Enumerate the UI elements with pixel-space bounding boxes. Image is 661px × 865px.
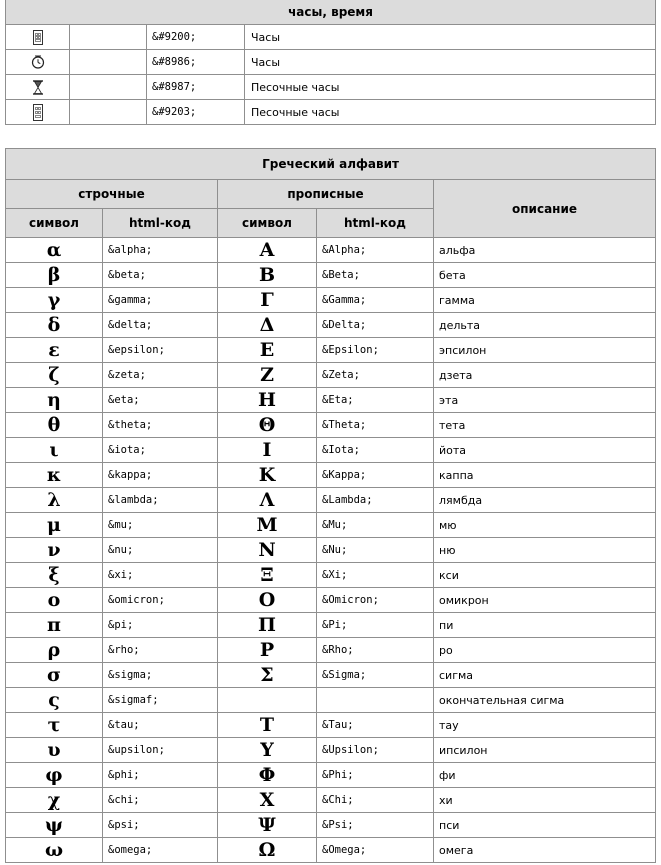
description-cell: альфа [434, 238, 656, 263]
greek-table-title: Греческий алфавит [6, 149, 656, 180]
html-code-cell: &#9200; [147, 25, 245, 50]
uppercase-html-code-cell: &Chi; [317, 788, 434, 813]
lowercase-html-code-cell: &sigma; [103, 663, 218, 688]
table-row [6, 838, 656, 863]
table-row [6, 788, 656, 813]
lowercase-symbol-cell: υ [6, 738, 103, 763]
table-row [6, 763, 656, 788]
uppercase-html-code-cell: &Rho; [317, 638, 434, 663]
uppercase-html-code-cell: &Alpha; [317, 238, 434, 263]
lowercase-symbol-cell: ς [6, 688, 103, 713]
lowercase-group-header: строчные [6, 180, 218, 209]
uppercase-html-code-cell: &Sigma; [317, 663, 434, 688]
lowercase-symbol-cell: π [6, 613, 103, 638]
description-cell: окончательная сигма [434, 688, 656, 713]
description-cell: Часы [245, 50, 656, 75]
table-row [6, 413, 656, 438]
uppercase-symbol-cell: Α [218, 238, 317, 263]
lowercase-symbol-cell: χ [6, 788, 103, 813]
uppercase-html-code-cell: &Pi; [317, 613, 434, 638]
table-row [6, 50, 656, 75]
lowercase-html-code-cell: &alpha; [103, 238, 218, 263]
lowercase-html-code-cell: &epsilon; [103, 338, 218, 363]
symbol-cell [6, 100, 70, 125]
hourglass-icon [32, 80, 44, 95]
lowercase-symbol-cell: λ [6, 488, 103, 513]
lowercase-html-code-cell: &omicron; [103, 588, 218, 613]
uppercase-symbol-cell: Γ [218, 288, 317, 313]
lowercase-symbol-cell: τ [6, 713, 103, 738]
description-cell: омикрон [434, 588, 656, 613]
table-row [6, 613, 656, 638]
uppercase-html-code-cell: &Omicron; [317, 588, 434, 613]
uppercase-html-code-cell: &Iota; [317, 438, 434, 463]
description-cell: ню [434, 538, 656, 563]
lowercase-symbol-cell: θ [6, 413, 103, 438]
description-cell: эпсилон [434, 338, 656, 363]
lowercase-html-code-cell: &gamma; [103, 288, 218, 313]
greek-table-body [6, 238, 656, 863]
lowercase-html-code-cell: &lambda; [103, 488, 218, 513]
table-row [6, 338, 656, 363]
alarm-clock-icon [31, 55, 45, 69]
description-cell: тета [434, 413, 656, 438]
description-cell: ро [434, 638, 656, 663]
lowercase-symbol-cell: ξ [6, 563, 103, 588]
empty-cell [70, 50, 147, 75]
description-cell: дзета [434, 363, 656, 388]
uppercase-symbol-cell: Σ [218, 663, 317, 688]
uppercase-symbol-cell: Υ [218, 738, 317, 763]
lowercase-symbol-cell: ν [6, 538, 103, 563]
uppercase-html-code-cell: &Psi; [317, 813, 434, 838]
uppercase-html-code-cell: &Phi; [317, 763, 434, 788]
lowercase-symbol-cell: ο [6, 588, 103, 613]
uppercase-symbol-cell: Ο [218, 588, 317, 613]
lowercase-html-code-cell: &theta; [103, 413, 218, 438]
table-row [6, 75, 656, 100]
table-row [6, 363, 656, 388]
description-cell: лямбда [434, 488, 656, 513]
table-row [6, 588, 656, 613]
uppercase-html-code-cell: &Gamma; [317, 288, 434, 313]
table-row [6, 288, 656, 313]
table-row [6, 313, 656, 338]
table-row [6, 813, 656, 838]
uppercase-symbol-cell: Φ [218, 763, 317, 788]
table-row [6, 563, 656, 588]
uppercase-symbol-cell: Ζ [218, 363, 317, 388]
description-cell: дельта [434, 313, 656, 338]
uppercase-html-code-cell: &Delta; [317, 313, 434, 338]
symbol-cell [6, 50, 70, 75]
uppercase-symbol-cell: Ε [218, 338, 317, 363]
upper-html-code-header: html-код [317, 209, 434, 238]
lowercase-symbol-cell: β [6, 263, 103, 288]
uppercase-symbol-cell: Ξ [218, 563, 317, 588]
lowercase-html-code-cell: &tau; [103, 713, 218, 738]
lowercase-symbol-cell: ρ [6, 638, 103, 663]
symbol-cell [6, 75, 70, 100]
description-cell: сигма [434, 663, 656, 688]
uppercase-html-code-cell: &Upsilon; [317, 738, 434, 763]
lowercase-symbol-cell: ι [6, 438, 103, 463]
lowercase-html-code-cell: &eta; [103, 388, 218, 413]
uppercase-html-code-cell: &Omega; [317, 838, 434, 863]
uppercase-symbol-cell: Ι [218, 438, 317, 463]
lowercase-html-code-cell: &nu; [103, 538, 218, 563]
description-cell: ипсилон [434, 738, 656, 763]
lowercase-symbol-cell: ε [6, 338, 103, 363]
lowercase-symbol-cell: φ [6, 763, 103, 788]
uppercase-html-code-cell: &Eta; [317, 388, 434, 413]
lowercase-symbol-cell: ζ [6, 363, 103, 388]
description-cell: тау [434, 713, 656, 738]
uppercase-symbol-cell: Ρ [218, 638, 317, 663]
description-cell: гамма [434, 288, 656, 313]
uppercase-symbol-cell: Λ [218, 488, 317, 513]
lowercase-html-code-cell: &pi; [103, 613, 218, 638]
table-row [6, 238, 656, 263]
symbol-cell [6, 25, 70, 50]
lowercase-html-code-cell: &mu; [103, 513, 218, 538]
empty-cell [70, 25, 147, 50]
uppercase-html-code-cell: &Tau; [317, 713, 434, 738]
table-row [6, 663, 656, 688]
uppercase-symbol-cell: Χ [218, 788, 317, 813]
lowercase-html-code-cell: &sigmaf; [103, 688, 218, 713]
lowercase-symbol-cell: α [6, 238, 103, 263]
table-row [6, 263, 656, 288]
empty-cell [70, 100, 147, 125]
uppercase-symbol-cell: Τ [218, 713, 317, 738]
lowercase-html-code-cell: &phi; [103, 763, 218, 788]
uppercase-html-code-cell: &Beta; [317, 263, 434, 288]
lowercase-symbol-cell: δ [6, 313, 103, 338]
uppercase-html-code-cell: &Epsilon; [317, 338, 434, 363]
uppercase-symbol-cell: Ψ [218, 813, 317, 838]
table-row [6, 463, 656, 488]
uppercase-html-code-cell [317, 688, 434, 713]
clock-symbols-table [5, 0, 656, 125]
uppercase-html-code-cell: &Nu; [317, 538, 434, 563]
description-cell: Песочные часы [245, 75, 656, 100]
uppercase-html-code-cell: &Xi; [317, 563, 434, 588]
uppercase-symbol-cell: Η [218, 388, 317, 413]
description-cell: йота [434, 438, 656, 463]
uppercase-symbol-cell: Ω [218, 838, 317, 863]
hourglass-flowing-icon [33, 104, 43, 121]
lowercase-html-code-cell: &chi; [103, 788, 218, 813]
description-header: описание [434, 180, 656, 238]
table-row [6, 638, 656, 663]
html-code-cell: &#8987; [147, 75, 245, 100]
html-code-cell: &#8986; [147, 50, 245, 75]
description-cell: фи [434, 763, 656, 788]
table-row [6, 513, 656, 538]
uppercase-symbol-cell: Δ [218, 313, 317, 338]
description-cell: бета [434, 263, 656, 288]
description-cell: мю [434, 513, 656, 538]
lowercase-symbol-cell: ψ [6, 813, 103, 838]
lowercase-symbol-cell: μ [6, 513, 103, 538]
table-row [6, 688, 656, 713]
lowercase-html-code-cell: &iota; [103, 438, 218, 463]
lowercase-symbol-cell: κ [6, 463, 103, 488]
lowercase-html-code-cell: &zeta; [103, 363, 218, 388]
uppercase-html-code-cell: &Lambda; [317, 488, 434, 513]
uppercase-html-code-cell: &Theta; [317, 413, 434, 438]
table-row [6, 538, 656, 563]
uppercase-group-header: прописные [218, 180, 434, 209]
uppercase-symbol-cell: Ν [218, 538, 317, 563]
uppercase-symbol-cell: Β [218, 263, 317, 288]
description-cell: пи [434, 613, 656, 638]
lowercase-html-code-cell: &upsilon; [103, 738, 218, 763]
table-row [6, 100, 656, 125]
lower-html-code-header: html-код [103, 209, 218, 238]
lowercase-html-code-cell: &kappa; [103, 463, 218, 488]
lowercase-html-code-cell: &xi; [103, 563, 218, 588]
description-cell: эта [434, 388, 656, 413]
description-cell: хи [434, 788, 656, 813]
lowercase-html-code-cell: &rho; [103, 638, 218, 663]
uppercase-html-code-cell: &Kappa; [317, 463, 434, 488]
description-cell: Песочные часы [245, 100, 656, 125]
uppercase-symbol-cell [218, 688, 317, 713]
upper-symbol-header: символ [218, 209, 317, 238]
lowercase-html-code-cell: &omega; [103, 838, 218, 863]
uppercase-html-code-cell: &Mu; [317, 513, 434, 538]
uppercase-symbol-cell: Κ [218, 463, 317, 488]
description-cell: кси [434, 563, 656, 588]
table-row [6, 488, 656, 513]
lowercase-html-code-cell: &beta; [103, 263, 218, 288]
uppercase-symbol-cell: Π [218, 613, 317, 638]
uppercase-symbol-cell: Θ [218, 413, 317, 438]
lowercase-html-code-cell: &delta; [103, 313, 218, 338]
description-cell: каппа [434, 463, 656, 488]
description-cell: пси [434, 813, 656, 838]
lowercase-symbol-cell: σ [6, 663, 103, 688]
lowercase-symbol-cell: γ [6, 288, 103, 313]
lowercase-symbol-cell: η [6, 388, 103, 413]
table-row [6, 388, 656, 413]
table-row [6, 438, 656, 463]
greek-alphabet-table [5, 148, 656, 863]
clock-table-title: часы, время [6, 0, 656, 25]
lowercase-symbol-cell: ω [6, 838, 103, 863]
uppercase-html-code-cell: &Zeta; [317, 363, 434, 388]
table-row [6, 25, 656, 50]
html-code-cell: &#9203; [147, 100, 245, 125]
table-row [6, 713, 656, 738]
description-cell: Часы [245, 25, 656, 50]
lower-symbol-header: символ [6, 209, 103, 238]
table-row [6, 738, 656, 763]
empty-cell [70, 75, 147, 100]
uppercase-symbol-cell: Μ [218, 513, 317, 538]
lowercase-html-code-cell: &psi; [103, 813, 218, 838]
watch-icon [33, 30, 43, 45]
description-cell: омега [434, 838, 656, 863]
